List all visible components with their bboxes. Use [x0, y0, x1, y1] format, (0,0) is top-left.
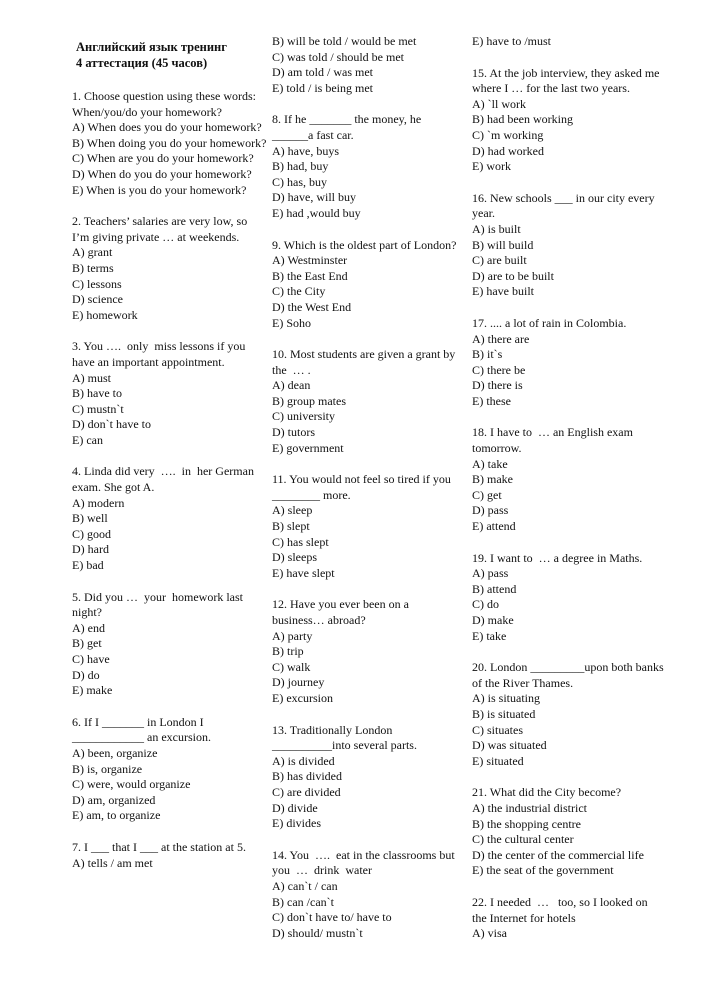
question-block — [272, 347, 464, 456]
answer-option: E) have to /must — [472, 34, 551, 48]
answer-option: D) tutors — [272, 425, 315, 440]
question-block — [72, 590, 264, 699]
question-block — [72, 464, 264, 573]
questions-col-1 — [72, 89, 267, 871]
answer-option: C) were, would organize — [72, 777, 191, 792]
answer-option: A) must — [72, 370, 111, 385]
answer-option: A) is divided — [272, 753, 335, 768]
answer-option: D) don`t have to — [72, 417, 151, 432]
answer-option: C) lessons — [72, 276, 122, 291]
question-text: 12. Have you ever been on a business… abroad? — [272, 597, 412, 627]
answer-option: E) have slept — [272, 565, 335, 580]
column-1 — [72, 34, 267, 871]
answer-option: C) university — [272, 409, 335, 424]
answer-option: A) sleep — [272, 503, 313, 518]
answer-option: C) are built — [472, 253, 527, 268]
question-block — [272, 34, 464, 96]
answer-option: D) sleeps — [272, 550, 317, 565]
answer-option: D) are to be built — [472, 268, 554, 283]
question-text: 5. Did you … your homework last night? — [72, 589, 246, 620]
answer-option: E) take — [472, 628, 507, 643]
question-block — [472, 551, 664, 645]
answer-option: A) Westminster — [272, 253, 348, 268]
question-block — [272, 238, 464, 332]
answer-option: C) walk — [272, 659, 311, 674]
answer-option: B) has divided — [272, 769, 342, 784]
question-text: 8. If he _______ the money, he ______a fast car. — [272, 112, 425, 142]
answer-option: E) situated — [472, 753, 524, 768]
answer-option: D) should/ mustn`t — [272, 925, 363, 940]
answer-option: A) is situating — [472, 691, 540, 706]
answer-option: B) make — [472, 472, 513, 487]
answer-option: A) `ll work — [472, 96, 526, 111]
question-block — [72, 715, 264, 824]
answer-option: A) have, buys — [272, 143, 339, 158]
answer-option: D) make — [472, 613, 514, 627]
answer-option: C) `m working — [472, 127, 544, 142]
question-block — [72, 89, 267, 198]
answer-option: E) government — [272, 440, 344, 455]
answer-option: D) had worked — [472, 143, 544, 158]
answer-option: E) Soho — [272, 315, 311, 330]
question-text: 16. New schools ___ in our city every year. — [472, 190, 658, 221]
answer-option: B) the shopping centre — [472, 816, 581, 831]
question-block — [472, 895, 664, 942]
answer-option: C) mustn`t — [72, 401, 124, 416]
column-2 — [272, 34, 464, 941]
question-text: 21. What did the City become? — [472, 785, 622, 800]
question-block — [472, 785, 664, 879]
question-text: 10. Most students are given a grant by the … . — [272, 347, 459, 377]
answer-option: E) these — [472, 393, 511, 408]
question-text: 7. I ___ that I ___ at the station at 5. — [72, 839, 246, 854]
answer-option: B) can /can`t — [272, 894, 334, 909]
answer-option: D) do — [72, 667, 100, 682]
answer-option: C) have — [72, 652, 110, 666]
answer-option: D) science — [72, 292, 123, 307]
answer-option: E) can — [72, 432, 103, 447]
answer-option: C) are divided — [272, 784, 341, 799]
document-title — [72, 39, 264, 71]
question-block — [272, 597, 464, 706]
title-line-1: Английский язык тренинг — [76, 40, 227, 54]
answer-option: C) don`t have to/ have to — [272, 910, 392, 925]
answer-option: E) attend — [472, 519, 516, 534]
answer-option: C) has slept — [272, 534, 329, 549]
question-block — [272, 472, 464, 581]
answer-option: A) end — [72, 620, 105, 635]
question-text: 1. Choose question using these words: When/you/do your homework? — [72, 89, 259, 119]
question-text: 13. Traditionally London __________into several parts. — [272, 722, 417, 753]
answer-option: E) make — [72, 683, 113, 698]
question-text: 17. .... a lot of rain in Colombia. — [472, 315, 627, 330]
answer-option: D) journey — [272, 675, 325, 690]
answer-option: D) When do you do your homework? — [72, 166, 252, 181]
answer-option: E) had ,would buy — [272, 205, 361, 220]
answer-option: B) is, organize — [72, 761, 143, 776]
question-block — [72, 214, 264, 323]
question-block — [472, 191, 664, 300]
column-3 — [472, 34, 667, 942]
questions-col-3 — [472, 34, 667, 942]
question-block — [472, 66, 664, 175]
question-text: 18. I have to … an English exam tomorrow. — [472, 425, 636, 456]
answer-option: C) situates — [472, 722, 523, 737]
answer-option: D) the West End — [272, 299, 352, 314]
answer-option: A) there are — [472, 331, 530, 346]
answer-option: B) When doing you do your homework? — [72, 135, 267, 150]
question-text: 15. At the job interview, they asked me where I … for the last two years. — [472, 65, 663, 96]
question-text: 3. You …. only miss lessons if you have an important appointment. — [72, 339, 249, 369]
answer-option: B) slept — [272, 519, 310, 534]
answer-option: D) was situated — [472, 738, 547, 753]
answer-option: C) has, buy — [272, 174, 327, 189]
answer-option: A) party — [272, 628, 313, 643]
answer-option: C) get — [472, 487, 502, 502]
questions-col-2 — [272, 34, 464, 941]
answer-option: A) the industrial district — [472, 800, 587, 815]
answer-option: A) take — [472, 456, 508, 471]
answer-option: B) terms — [72, 260, 114, 275]
question-text: 19. I want to … a degree in Maths. — [472, 550, 643, 565]
question-block — [272, 723, 464, 832]
answer-option: B) will be told / would be met — [272, 34, 417, 48]
answer-option: E) When is you do your homework? — [72, 182, 247, 197]
answer-option: C) was told / should be met — [272, 49, 404, 64]
question-text: 4. Linda did very …. in her German exam. She got A. — [72, 464, 257, 495]
answer-option: A) When does you do your homework? — [72, 120, 262, 135]
question-text: 22. I needed … too, so I looked on the Internet for hotels — [472, 894, 651, 925]
answer-option: A) pass — [472, 566, 509, 581]
answer-option: A) grant — [72, 245, 113, 260]
answer-option: E) bad — [72, 558, 104, 573]
question-text: 2. Teachers’ salaries are very low, so I’m giving private … at weekends. — [72, 214, 251, 244]
question-block — [472, 660, 667, 769]
question-block — [472, 34, 664, 50]
answer-option: E) am, to organize — [72, 808, 161, 823]
answer-option: D) am told / was met — [272, 65, 373, 80]
answer-option: A) tells / am met — [72, 855, 153, 870]
question-block — [472, 316, 664, 410]
answer-option: B) had, buy — [272, 159, 329, 174]
answer-option: E) the seat of the government — [472, 863, 614, 878]
answer-option: D) pass — [472, 503, 509, 518]
answer-option: A) visa — [472, 926, 507, 941]
answer-option: C) When are you do your homework? — [72, 151, 254, 166]
answer-option: B) will build — [472, 237, 534, 252]
answer-option: E) homework — [72, 307, 138, 322]
answer-option: D) am, organized — [72, 792, 156, 807]
answer-option: C) the City — [272, 284, 326, 299]
question-block — [472, 425, 664, 534]
answer-option: E) excursion — [272, 690, 333, 705]
answer-option: B) get — [72, 636, 102, 651]
question-text: 6. If I _______ in London I ____________ an excursion. — [72, 714, 211, 745]
answer-option: A) modern — [72, 495, 125, 510]
answer-option: B) is situated — [472, 706, 536, 721]
answer-option: B) it`s — [472, 347, 503, 362]
answer-option: D) have, will buy — [272, 190, 356, 205]
question-text: 11. You would not feel so tired if you ________ more. — [272, 472, 454, 502]
answer-option: D) there is — [472, 378, 523, 393]
question-block — [272, 848, 464, 942]
answer-option: E) have built — [472, 284, 534, 299]
answer-option: D) the center of the commercial life — [472, 847, 644, 862]
answer-option: A) is built — [472, 221, 521, 236]
answer-option: C) the cultural center — [472, 832, 574, 847]
answer-option: B) had been working — [472, 112, 573, 127]
answer-option: B) group mates — [272, 393, 346, 408]
question-text: 20. London _________upon both banks of the River Thames. — [472, 660, 667, 690]
answer-option: E) divides — [272, 816, 321, 831]
answer-option: A) dean — [272, 378, 311, 393]
answer-option: B) the East End — [272, 268, 348, 283]
answer-option: A) been, organize — [72, 745, 158, 760]
title-line-2: 4 аттестация (45 часов) — [76, 56, 208, 70]
answer-option: E) work — [472, 159, 511, 174]
answer-option: B) trip — [272, 644, 304, 659]
answer-option: B) have to — [72, 386, 122, 401]
answer-option: D) divide — [272, 800, 318, 815]
answer-option: B) well — [72, 511, 108, 526]
question-block — [72, 339, 264, 448]
answer-option: E) told / is being met — [272, 80, 373, 95]
question-text: 9. Which is the oldest part of London? — [272, 237, 457, 252]
answer-option: B) attend — [472, 581, 517, 596]
answer-option: A) can`t / can — [272, 878, 338, 893]
question-block — [272, 112, 464, 221]
answer-option: C) there be — [472, 362, 526, 377]
answer-option: D) hard — [72, 542, 109, 557]
question-text: 14. You …. eat in the classrooms but you … drink water — [272, 847, 458, 878]
answer-option: C) good — [72, 526, 111, 541]
question-block — [72, 840, 264, 871]
answer-option: C) do — [472, 597, 499, 612]
